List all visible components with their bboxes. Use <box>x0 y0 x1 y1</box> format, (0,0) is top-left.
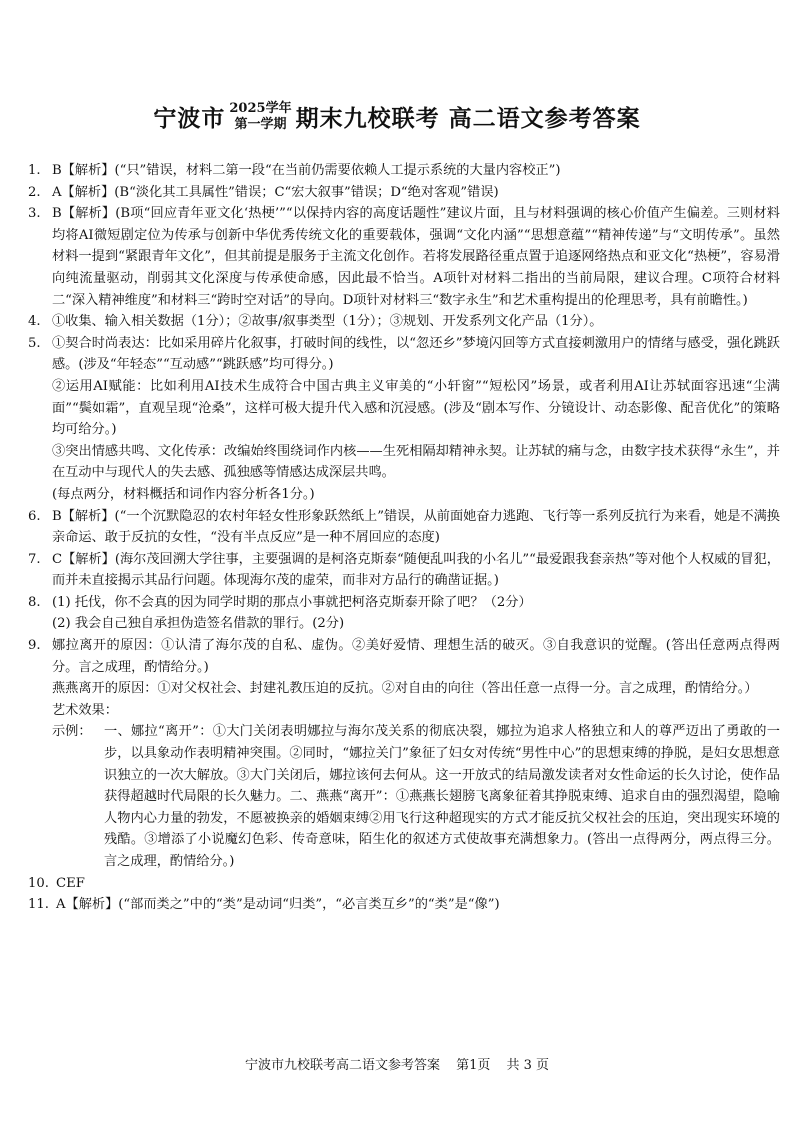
answer-item-8-part-2: (2) 我会自己独自承担伪造签名借款的罪行。(2分) <box>52 616 345 632</box>
item-text: B【解析】(“只”错误，材料二第一段“在当前仍需要依赖人工提示系统的大量内容校正”) <box>52 163 561 178</box>
answer-item-2 <box>28 182 780 204</box>
item-text: B【解析】(B项“回应青年亚文化‘热梗’”“以保持内容的高度话题性”建议片面，且与材料强调的核心价值产生偏差。三则材料均将AI微短剧定位为传承与创新中华优秀传统文化的重要载体，强调“文化内涵”“思想意蕴”“精神传递”与“文明传承”。虽然材料一提到“紧跟青年文化”，但其前提是服务于主流文化创作。若将发展路径重点置于追逐网络热点和亚文化“热梗”，容易滑向纯流量驱动，削弱其文化深度与传承使命感，因此最不恰当。A项针对材料二指出的当前局限，建议合理。C项符合材料二“深入精神维度”和材料三“跨时空对话”的导向。D项针对材料三“数字永生”和艺术重构提出的伦理思考，具有前瞻性。) <box>52 206 780 308</box>
item-number: 10. <box>28 875 49 891</box>
answer-item-4 <box>28 311 780 333</box>
page-title <box>0 100 794 140</box>
answer-item-9-example <box>28 721 780 872</box>
answer-item-9-yanyan-reason: 燕燕离开的原因：①对父权社会、封建礼教压迫的反抗。②对自由的向往（答出任意一点得一分。言之成理，酌情给分。） <box>52 681 758 697</box>
item-text: C【解析】(海尔茂回溯大学往事，主要强调的是柯洛克斯泰“随便乱叫我的小名儿”“最爱跟我套亲热”等对他个人权威的冒犯，而并未直接揭示其品行问题。体现海尔茂的虚荣，而非对方品行的确凿证据。) <box>52 551 780 589</box>
example-label: 示例： <box>52 724 92 740</box>
answer-item-5 <box>28 333 780 376</box>
item-number: 7. <box>28 551 41 567</box>
item-text: A【解析】(“部而类之”中的“类”是动词“归类”，“必言类互乡”的“类”是“像”) <box>56 897 500 913</box>
title-city: 宁波市 <box>153 105 226 132</box>
item-text: ①契合时尚表达：比如采用碎片化叙事，打破时间的线性，以“忽还乡”梦境闪回等方式直接刺激用户的情绪与感受，强化跳跃感。(涉及“年轻态”“互动感”“跳跃感”均可得分。) <box>52 335 780 373</box>
answer-item-7 <box>28 549 780 592</box>
item-number: 9. <box>28 638 41 654</box>
title-year: 2025学年 <box>229 100 292 116</box>
item-text: B【解析】(“一个沉默隐忍的农村年轻女性形象跃然纸上”错误，从前面她奋力逃跑、飞行等一系列反抗行为来看，她是不满换亲命运、敢于反抗的女性，“没有半点反应”是一种不屑回应的态度) <box>52 508 780 546</box>
answer-item-8 <box>28 592 780 614</box>
example-text: 一、娜拉“离开”：①大门关闭表明娜拉与海尔茂关系的彻底决裂，娜拉为追求人格独立和人的尊严迈出了勇敢的一步，以具象动作表明精神突围。②同时，“娜拉关门”象征了妇女对传统“男性中心”的思想束缚的挣脱，是妇女思想意识独立的一次大解放。③大门关闭后，娜拉该何去何从。这一开放式的结局激发读者对女性命运的长久讨论，使作品获得超越时代局限的长久魅力。二、燕燕“离开”：①燕燕长翅膀飞离象征着其挣脱束缚、追求自由的强烈渴望，隐喻人物内心力量的勃发，不愿被换亲的婚姻束缚②用飞行这种超现实的方式才能反抗父权社会的压迫，突出现实环境的残酷。③增添了小说魔幻色彩、传奇意味，陌生化的叙述方式使故事充满想象力。(答出一点得两分，两点得三分。言之成理，酌情给分。) <box>104 724 780 869</box>
item-number: 1. <box>28 163 41 178</box>
item-text: ①收集、输入相关数据（1分）；②故事/叙事类型（1分）；③规划、开发系列文化产品（1分）。 <box>52 314 603 330</box>
item-number: 4. <box>28 314 41 330</box>
item-number: 2. <box>28 184 41 200</box>
answer-item-6 <box>28 506 780 549</box>
answer-item-9 <box>28 635 780 678</box>
item-text: (1) 托伐，你不会真的因为同学时期的那点小事就把柯洛克斯泰开除了吧？（2分） <box>52 594 532 610</box>
item-number: 3. <box>28 206 41 222</box>
page-footer <box>0 1054 794 1073</box>
answer-item-5-point-3: ③突出情感共鸣、文化传承：改编始终围绕词作内核——生死相隔却精神永契。让苏轼的痛与念，由数字技术获得“永生”，并在互动中与现代人的失去感、孤独感等情感达成深层共鸣。 <box>52 443 780 481</box>
answer-item-11 <box>28 894 780 916</box>
item-number: 11. <box>28 897 49 913</box>
footer-doc-title: 宁波市九校联考高二语文参考答案 <box>244 1058 440 1073</box>
item-text: A【解析】(B“淡化其工具属性”错误；C“宏大叙事”错误；D“绝对客观”错误) <box>52 184 499 200</box>
title-term: 第一学期 <box>234 116 287 132</box>
answer-item-10 <box>28 873 780 895</box>
answer-item-9-art-effect-heading: 艺术效果： <box>52 702 118 718</box>
footer-page-total: 共 3 页 <box>506 1058 550 1073</box>
title-exam: 期末九校联考 高二语文参考答案 <box>295 105 641 132</box>
title-term-stack <box>229 101 291 133</box>
item-number: 6. <box>28 508 41 524</box>
item-text: CEF <box>56 875 85 891</box>
answer-item-3 <box>28 203 780 311</box>
item-text: 娜拉离开的原因：①认清了海尔茂的自私、虚伪。②美好爱情、理想生活的破灭。③自我意识的觉醒。(答出任意两点得两分。言之成理，酌情给分。) <box>52 638 780 675</box>
answer-item-5-point-2: ②运用AI赋能：比如利用AI技术生成符合中国古典主义审美的“小轩窗”“短松冈”场景，或者利用AI让苏轼面容迅速“尘满面”“鬓如霜”，直观呈现“沧桑”，这样可极大提升代入感和沉浸感。(涉及“剧本写作、分镜设计、动态影像、配音优化”的策略均可给分。) <box>52 378 780 438</box>
item-number: 5. <box>28 335 41 351</box>
answer-item-1 <box>28 160 780 182</box>
answer-item-5-scoring-note: (每点两分，材料概括和词作内容分析各1分。) <box>52 486 315 502</box>
footer-page-number: 第1页 <box>456 1058 491 1073</box>
item-number: 8. <box>28 594 41 610</box>
answer-list <box>28 160 780 916</box>
